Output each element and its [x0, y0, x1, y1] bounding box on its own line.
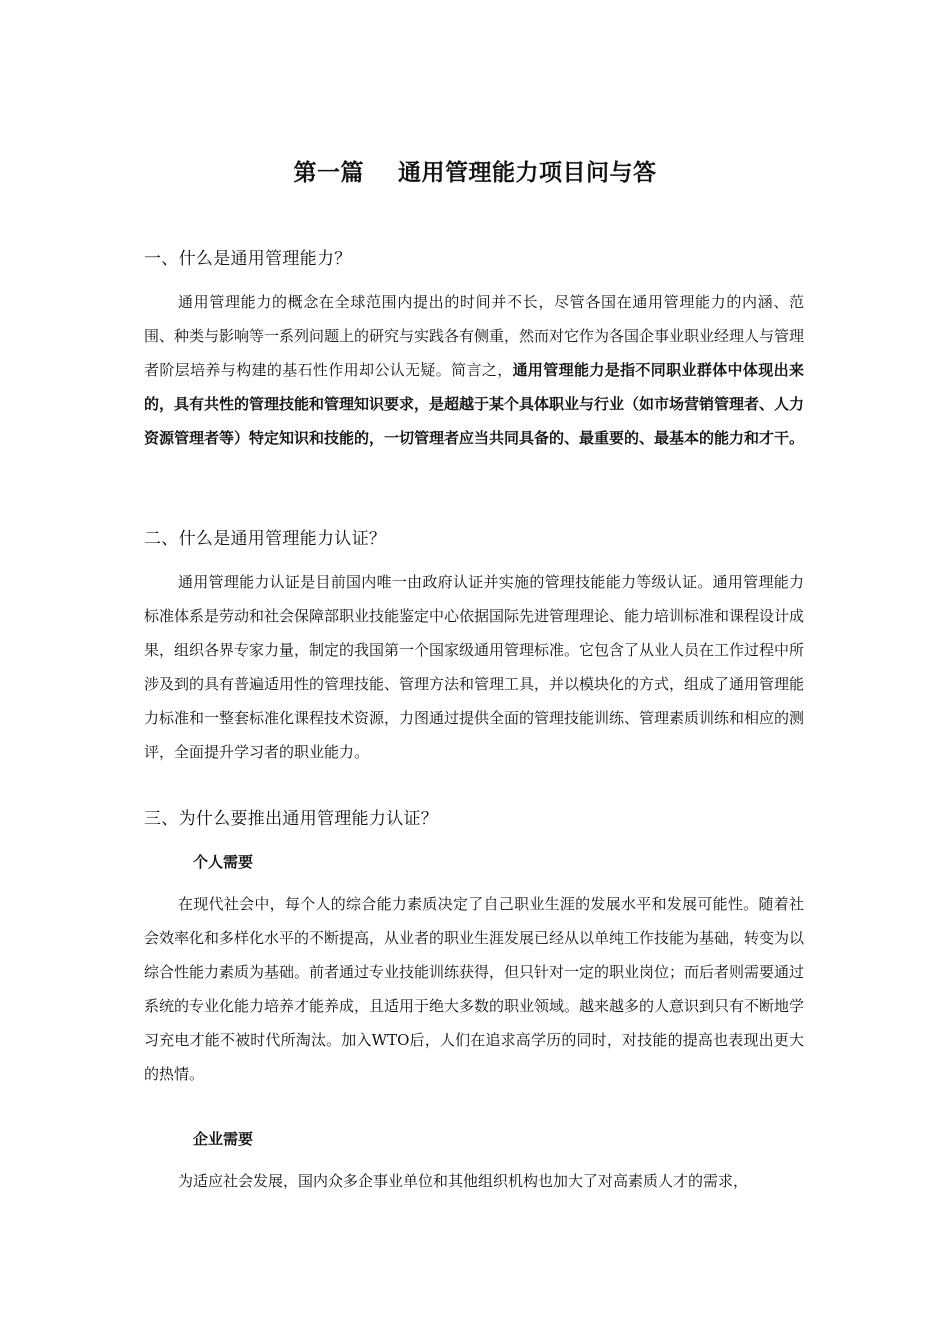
section-1-paragraph [144, 285, 804, 455]
section-2-paragraph: 通用管理能力认证是目前国内唯一由政府认证并实施的管理技能能力等级认证。通用管理能力标准体系是劳动和社会保障部职业技能鉴定中心依据国际先进管理理论、能力培训标准和课程设计成果，组织各界专家力量，制定的我国第一个国家级通用管理标准。它包含了从业人员在工作过程中所涉及到的具有普遍适用性的管理技能、管理方法和管理工具，并以模块化的方式，组成了通用管理能力标准和一整套标准化课程技术资源，力图通过提供全面的管理技能训练、管理素质训练和相应的测评，全面提升学习者的职业能力。 [144, 573, 805, 761]
subheading-enterprise-need: 企业需要 [193, 1130, 254, 1148]
section-1-text: 通用管理能力的概念在全球范围内提出的时间并不长，尽管各国在通用管理能力的内涵、范围、种类与影响等一系列问题上的研究与实践各有侧重，然而对它作为各国企事业职业经理人与管理者阶层培养与构建的基石性作用却公认无疑。简言之， [144, 293, 805, 379]
section-1-bold-text: 通用管理能力是指不同职业群体中体现出来的，具有共性的管理技能和管理知识要求，是超越于某个具体职业与行业（如市场营销管理者、人力资源管理者等）特定知识和技能的，一切管理者应当共同具备的、最重要的、最基本的能力和才干。 [144, 361, 805, 447]
document-title: 第一篇 通用管理能力项目问与答 [293, 160, 657, 186]
subheading-personal-need: 个人需要 [193, 853, 254, 871]
section-1-heading: 一、什么是通用管理能力？ [144, 249, 352, 269]
section-3-paragraph-2: 为适应社会发展，国内众多企事业单位和其他组织机构也加大了对高素质人才的需求， [178, 1172, 749, 1190]
section-3-heading: 三、为什么要推出通用管理能力认证？ [144, 809, 439, 829]
section-3-paragraph-1: 在现代社会中，每个人的综合能力素质决定了自己职业生涯的发展水平和发展可能性。随着社会效率化和多样化水平的不断提高，从业者的职业生涯发展已经从以单纯工作技能为基础，转变为以综合性能力素质为基础。前者通过专业技能训练获得，但只针对一定的职业岗位；而后者则需要通过系统的专业化能力培养才能养成，且适用于绝大多数的职业领域。越来越多的人意识到只有不断地学习充电才能不被时代所淘汰。加入WTO后，人们在追求高学历的同时，对技能的提高也表现出更大的热情。 [144, 895, 805, 1083]
section-2-heading: 二、什么是通用管理能力认证？ [144, 529, 387, 549]
